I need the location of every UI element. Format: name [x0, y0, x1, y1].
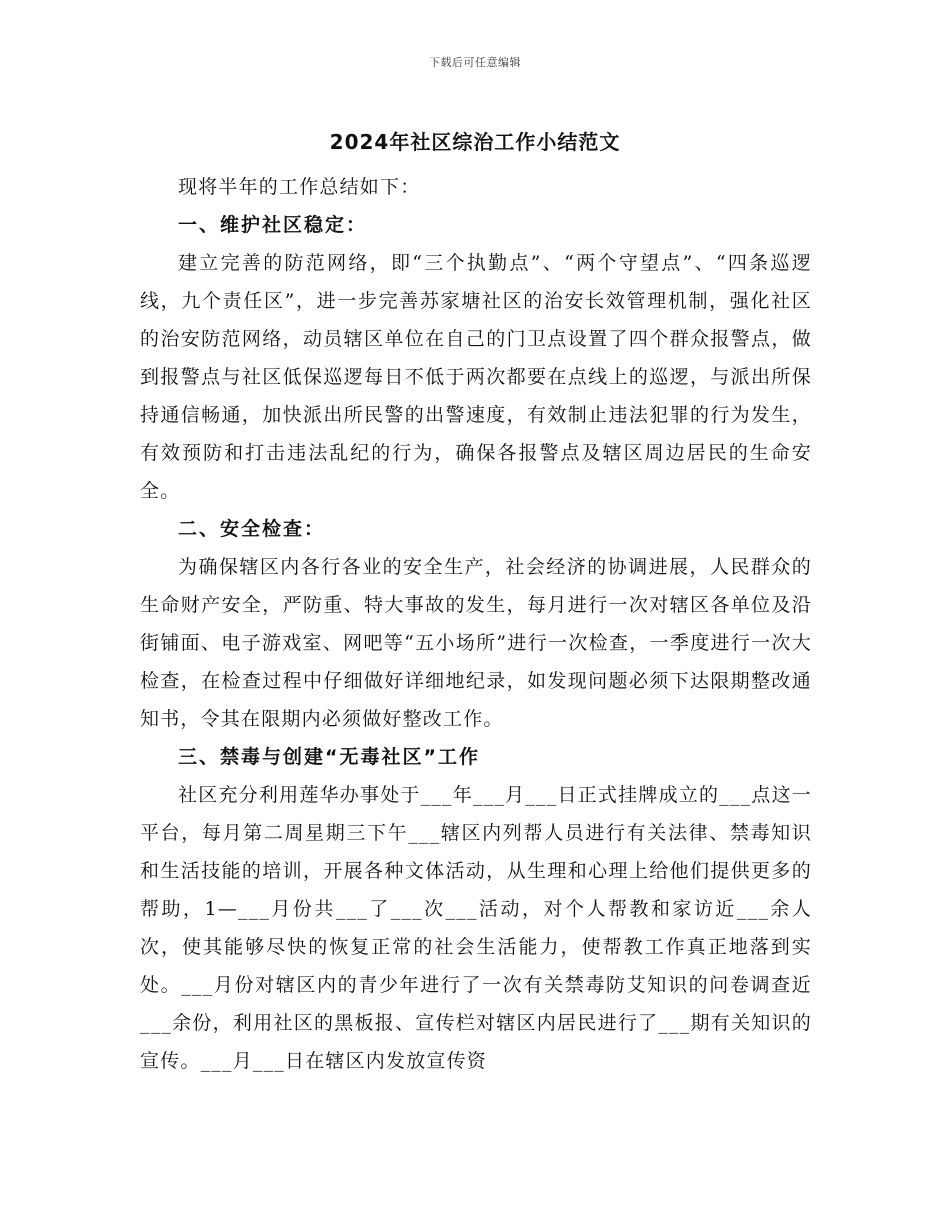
section-1-paragraph: 建立完善的防范网络，即“三个执勤点”、“两个守望点”、“四条巡逻线，九个责任区”，进一步完善苏家塘社区的治安长效管理机制，强化社区的治安防范网络，动员辖区单位在自己的门卫点设置了四个群众报警点，做到报警点与社区低保巡逻每日不低于两次都要在点线上的巡逻，与派出所保持通信畅通，加快派出所民警的出警速度，有效制止违法犯罪的行为发生，有效预防和打击违法乱纪的行为，确保各报警点及辖区周边居民的生命安全。: [140, 252, 812, 502]
section-2-paragraph: 为确保辖区内各行各业的安全生产，社会经济的协调进展，人民群众的生命财产安全，严防重、特大事故的发生，每月进行一次对辖区各单位及沿街铺面、电子游戏室、网吧等“五小场所”进行一次检查，一季度进行一次大检查，在检查过程中仔细做好详细地纪录，如发现问题必须下达限期整改通知书，令其在限期内必须做好整改工作。: [140, 556, 812, 730]
section-3-paragraph: 社区充分利用莲华办事处于___年___月___日正式挂牌成立的___点这一平台，每月第二周星期三下午___辖区内列帮人员进行有关法律、禁毒知识和生活技能的培训，开展各种文体活动，从生理和心理上给他们提供更多的帮助，1—___月份共___了___次___活动，对个人帮教和家访近___余人次，使其能够尽快的恢复正常的社会生活能力，使帮教工作真正地落到实处。___月份对辖区内的青少年进行了一次有关禁毒防艾知识的问卷调查近___余份，利用社区的黑板报、宣传栏对辖区内居民进行了___期有关知识的宣传。___月___日在辖区内发放宣传资: [140, 784, 812, 1072]
intro-paragraph: 现将半年的工作总结如下：: [178, 176, 421, 198]
page-header-note: 下载后可任意编辑: [429, 56, 521, 69]
document-title: 2024年社区综治工作小结范文: [329, 130, 621, 154]
section-3-heading: 三、禁毒与创建“无毒社区”工作: [178, 746, 480, 768]
section-2-heading: 二、安全检查：: [178, 518, 326, 540]
document-body: [140, 168, 812, 1080]
section-1-heading: 一、维护社区稳定：: [178, 214, 368, 236]
